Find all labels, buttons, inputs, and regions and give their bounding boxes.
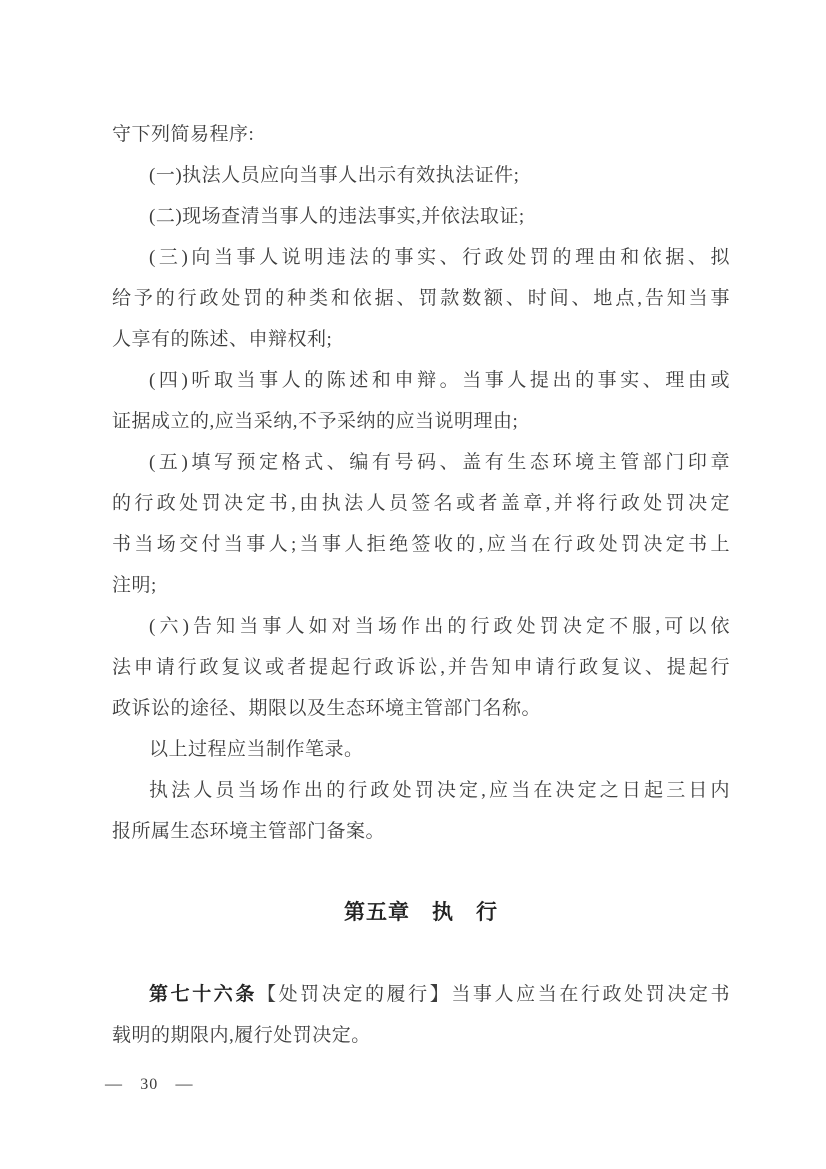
text-line: 守下列简易程序: — [112, 124, 255, 145]
text-line: (三)向当事人说明违法的事实、行政处罚的理由和依据、拟 — [149, 247, 730, 268]
document-body — [112, 114, 730, 1056]
text-line: (五)填写预定格式、编有号码、盖有生态环境主管部门印章 — [149, 452, 730, 473]
text-line: 的行政处罚决定书,由执法人员签名或者盖章,并将行政处罚决定 — [112, 493, 730, 514]
page-footer — [105, 1072, 194, 1096]
text-line: 报所属生态环境主管部门备案。 — [112, 821, 386, 842]
article-number: 第七十六条 — [149, 984, 257, 1005]
text-line: (四)听取当事人的陈述和申辩。当事人提出的事实、理由或 — [149, 370, 730, 391]
text-line: 证据成立的,应当采纳,不予采纳的应当说明理由; — [112, 411, 519, 432]
text-line: (二)现场查清当事人的违法事实,并依法取证; — [149, 206, 525, 227]
text-line: 人享有的陈述、申辩权利; — [112, 329, 333, 350]
text-line: 给予的行政处罚的种类和依据、罚款数额、时间、地点,告知当事 — [112, 288, 730, 309]
text-line: 注明; — [112, 575, 157, 596]
text-line: 政诉讼的途径、期限以及生态环境主管部门名称。 — [112, 698, 542, 719]
footer-dash-right: — — [175, 1074, 194, 1093]
text-line — [112, 974, 730, 1015]
text-line: 载明的期限内,履行处罚决定。 — [112, 1025, 371, 1046]
text-line: 书当场交付当事人;当事人拒绝签收的,应当在行政处罚决定书上 — [112, 534, 730, 555]
footer-dash-left: — — [105, 1074, 123, 1093]
chapter-heading: 第五章 执 行 — [344, 901, 498, 924]
text-line: 以上过程应当制作笔录。 — [149, 739, 364, 760]
text-line: 法申请行政复议或者提起行政诉讼,并告知申请行政复议、提起行 — [112, 657, 730, 678]
text-line: 执法人员当场作出的行政处罚决定,应当在决定之日起三日内 — [149, 780, 730, 801]
text-line: (一)执法人员应向当事人出示有效执法证件; — [149, 165, 520, 186]
text-line: (六)告知当事人如对当场作出的行政处罚决定不服,可以依 — [149, 616, 730, 637]
text-segment: 【处罚决定的履行】当事人应当在行政处罚决定书 — [256, 984, 730, 1005]
page-number: 30 — [140, 1076, 159, 1093]
